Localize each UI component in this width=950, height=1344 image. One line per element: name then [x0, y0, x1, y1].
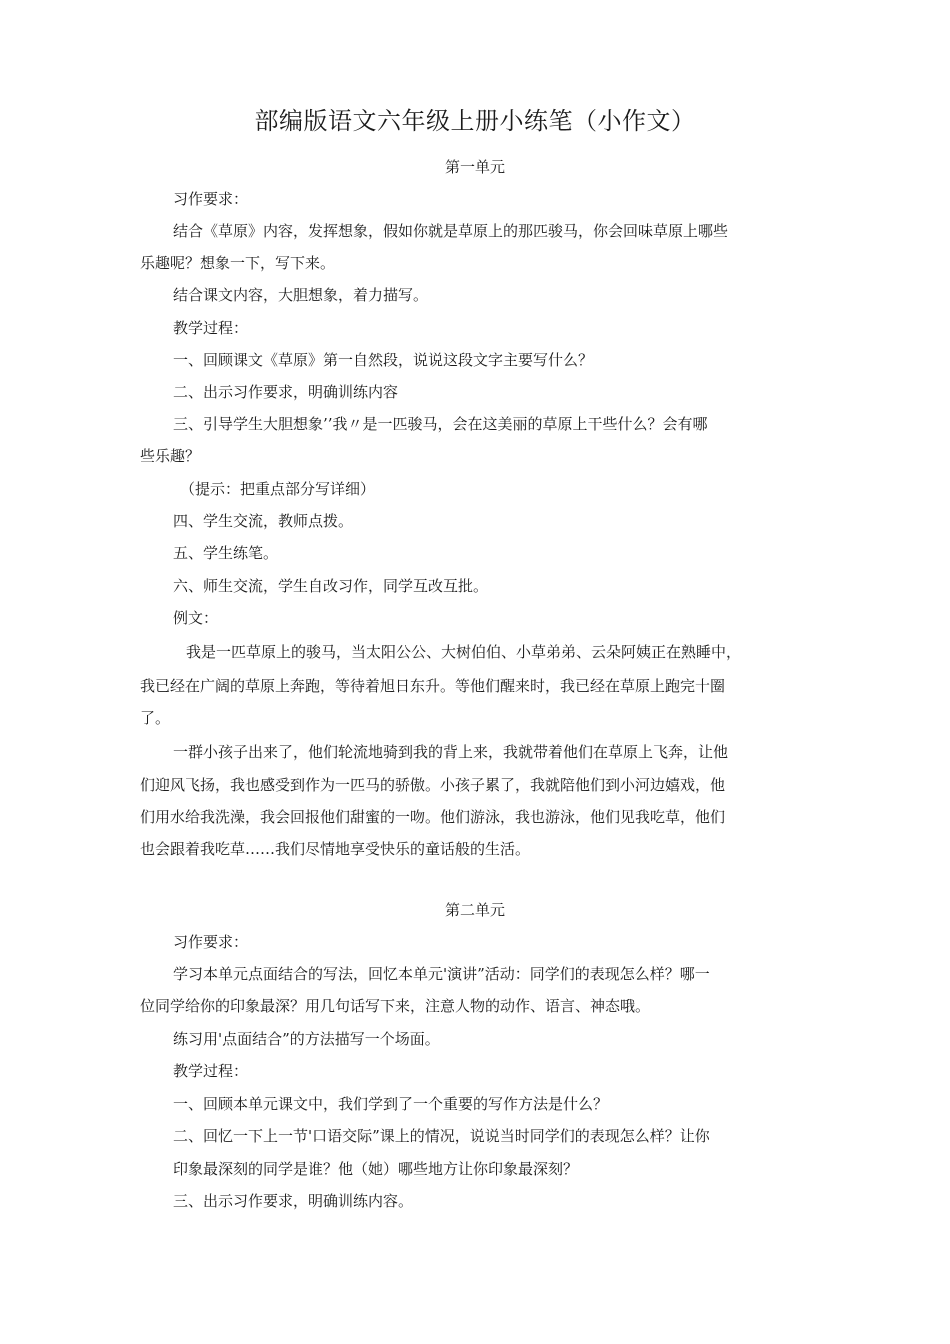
unit2-process-label: 教学过程：	[173, 1062, 249, 1080]
document-title: 部编版语文六年级上册小练笔（小作文）	[254, 107, 696, 135]
unit1-requirement-label: 习作要求：	[173, 190, 249, 208]
unit2-step1: 一、回顾本单元课文中，我们学到了一个重要的写作方法是什么？	[173, 1095, 609, 1113]
unit1-example-p1-line2: 我已经在广阔的草原上奔跑，等待着旭日东升。等他们醒来时，我已经在草原上跑完十圈	[140, 677, 726, 695]
unit1-requirement-line2: 乐趣呢？想象一下，写下来。	[140, 254, 336, 272]
unit2-step2-line1: 二、回忆一下上一节'口语交际”课上的情况，说说当时同学们的表现怎么样？让你	[173, 1127, 710, 1145]
unit1-step3-line2: 些乐趣？	[140, 447, 201, 465]
unit2-step3: 三、出示习作要求，明确训练内容。	[173, 1192, 414, 1210]
unit1-requirement-goal: 结合课文内容，大胆想象，着力描写。	[173, 286, 429, 304]
unit1-step4: 四、学生交流，教师点拨。	[173, 512, 354, 530]
unit1-example-p2-line1: 一群小孩子出来了，他们轮流地骑到我的背上来，我就带着他们在草原上飞奔，让他	[173, 743, 729, 761]
unit2-requirement-label: 习作要求：	[173, 933, 249, 951]
unit2-requirement-line2: 位同学给你的印象最深？用几句话写下来，注意人物的动作、语言、神态哦。	[140, 997, 651, 1015]
unit1-example-p2-line4: 也会跟着我吃草……我们尽情地享受快乐的童话般的生活。	[140, 840, 531, 858]
unit1-heading: 第一单元	[444, 158, 505, 176]
unit1-step3-line1: 三、引导学生大胆想象’’我〃是一匹骏马，会在这美丽的草原上干些什么？会有哪	[173, 415, 708, 433]
unit1-step1: 一、回顾课文《草原》第一自然段，说说这段文字主要写什么？	[173, 351, 594, 369]
unit1-hint: （提示：把重点部分写详细）	[180, 480, 376, 498]
unit1-requirement-line1: 结合《草原》内容，发挥想象，假如你就是草原上的那匹骏马，你会回味草原上哪些	[173, 222, 729, 240]
unit1-example-p1-line3: 了。	[140, 709, 171, 727]
unit1-example-label: 例文：	[173, 609, 219, 627]
unit1-step6: 六、师生交流，学生自改习作，同学互改互批。	[173, 577, 489, 595]
unit1-example-p2-line3: 们用水给我洗澡，我会回报他们甜蜜的一吻。他们游泳，我也游泳，他们见我吃草，他们	[140, 808, 726, 826]
unit1-example-p2-line2: 们迎风飞扬，我也感受到作为一匹马的骄傲。小孩子累了，我就陪他们到小河边嬉戏，他	[140, 776, 726, 794]
unit1-example-p1-line1: 我是一匹草原上的骏马，当太阳公公、大树伯伯、小草弟弟、云朵阿姨正在熟睡中，	[186, 643, 742, 661]
unit1-process-label: 教学过程：	[173, 319, 249, 337]
unit1-step5: 五、学生练笔。	[173, 544, 279, 562]
unit2-step2-line2: 印象最深刻的同学是谁？他（她）哪些地方让你印象最深刻？	[173, 1160, 579, 1178]
unit1-step2: 二、出示习作要求，明确训练内容	[173, 383, 399, 401]
unit2-requirement-goal: 练习用'点面结合”的方法描写一个场面。	[173, 1030, 440, 1048]
unit2-requirement-line1: 学习本单元点面结合的写法，回忆本单元'演讲”活动：同学们的表现怎么样？哪一	[173, 965, 710, 983]
unit2-heading: 第二单元	[444, 901, 505, 919]
